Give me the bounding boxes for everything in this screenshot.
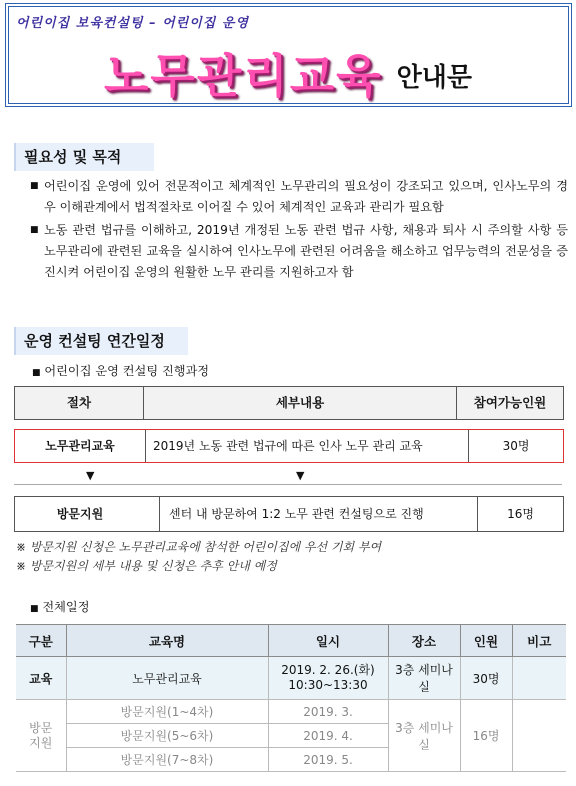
process-table-header [14,386,564,420]
schedule-row-visit [16,700,566,724]
process-header-detail: 세부내용 [275,395,325,410]
purpose-bullet-2-text: 노동 관련 법규를 이해하고, 2019년 개정된 노동 관련 법규 사항, 채용과 퇴사 시 주의할 사항 등 노무관리에 관련된 교육을 실시하여 인사노무에 관련된 어려움을 해소하고 업무능력의 전문성을 증진시켜 어린이집 운영의 원활한 노무 관리를 지원하고자 함 [44,223,568,279]
schedule-table [16,624,566,772]
section-heading-purpose: 필요성 및 목적 [14,143,154,171]
process-subheading [32,362,209,379]
bullet-icon: ■ [32,368,41,378]
purpose-bullet-2 [30,220,568,283]
arrow-down-icon: ▼ [296,469,305,482]
schedule-datetime [268,657,388,700]
schedule-header-category: 구분 [16,625,66,657]
arrow-down-icon: ▼ [86,469,95,482]
schedule-header-row [16,625,566,657]
schedule-time: 10:30~13:30 [288,678,368,692]
process-step: 방문지원 [56,507,104,521]
document-title [0,40,576,106]
schedule-header-name: 교육명 [66,625,268,657]
process-row-visit [14,496,564,532]
schedule-name: 방문지원(7~8차) [66,748,268,772]
schedule-place: 3층 세미나실 [388,700,460,772]
schedule-name: 방문지원(5~6차) [66,724,268,748]
note-1: ※ 방문지원 신청은 노무관리교육에 참석한 어린이집에 우선 기회 부여 [16,540,382,554]
schedule-date: 2019. 4. [268,724,388,748]
schedule-date: 2019. 3. [268,700,388,724]
schedule-header-note: 비고 [512,625,566,657]
title-suffix-text: 안내문 [396,63,472,93]
bullet-icon: ■ [30,604,39,614]
title-main-text: 노무관리교육 [104,49,383,103]
schedule-category: 방문 지원 [16,700,66,772]
schedule-count: 30명 [460,657,512,700]
purpose-bullet-1 [30,176,568,218]
schedule-note [512,657,566,700]
schedule-date: 2019. 2. 26.(화) [281,663,375,677]
schedule-note [512,700,566,772]
schedule-place: 3층 세미나실 [388,657,460,700]
process-count: 30명 [502,439,530,453]
process-count: 16명 [507,507,534,521]
process-header-count: 참여가능인원 [473,395,547,410]
process-header-step: 절차 [66,395,92,410]
section-heading-schedule: 운영 컨설팅 연간일정 [14,327,188,355]
process-row-education [14,429,564,463]
bullet-icon: ■ [30,225,39,235]
schedule-category: 교육 [16,657,66,700]
note-2: ※ 방문지원의 세부 내용 및 신청은 추후 안내 예정 [16,559,277,573]
schedule-row-education [16,657,566,700]
schedule-name: 노무관리교육 [66,657,268,700]
header-subtitle: 어린이집 보육컨설팅 – 어린이집 운영 [16,16,249,31]
process-step: 노무관리교육 [45,439,115,453]
schedule-header-date: 일시 [268,625,388,657]
process-detail: 센터 내 방문하여 1:2 노무 관련 컨설팅으로 진행 [169,507,424,521]
schedule-subheading [30,598,89,615]
schedule-count: 16명 [460,700,512,772]
divider [14,484,562,485]
purpose-bullet-1-text: 어린이집 운영에 있어 전문적이고 체계적인 노무관리의 필요성이 강조되고 있으며, 인사노무의 경우 이해관계에서 법적절차로 이어질 수 있어 체계적인 교육과 관리가 필요함 [44,179,568,214]
process-subheading-text: 어린이집 운영 컨설팅 진행과정 [44,364,210,378]
schedule-name: 방문지원(1~4차) [66,700,268,724]
bullet-icon: ■ [30,181,39,191]
process-detail: 2019년 노동 관련 법규에 따른 인사 노무 관리 교육 [153,439,423,453]
schedule-subheading-text: 전체일정 [42,600,90,614]
schedule-date: 2019. 5. [268,748,388,772]
schedule-header-place: 장소 [388,625,460,657]
schedule-header-count: 인원 [460,625,512,657]
